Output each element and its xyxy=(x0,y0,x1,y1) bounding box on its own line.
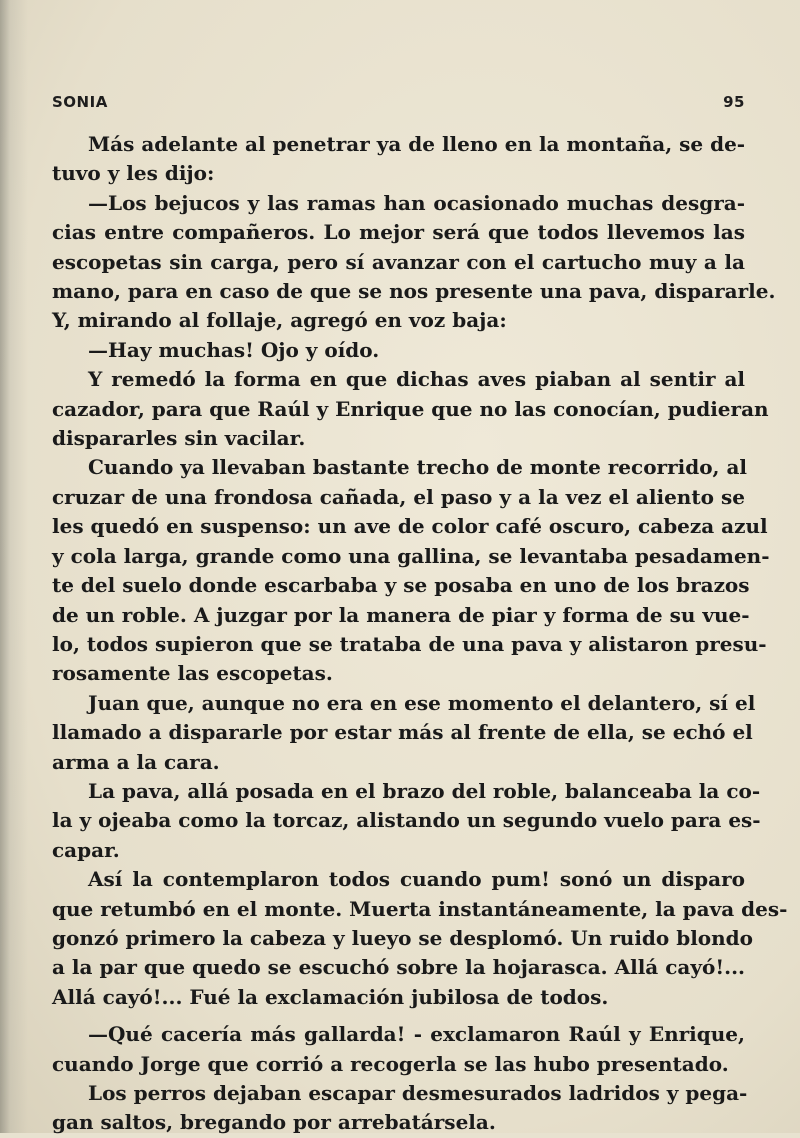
text-line: capar. xyxy=(52,837,120,862)
page-number: 95 xyxy=(723,93,745,111)
text-line: Y remedó la forma en que dichas aves piaban al sentir al xyxy=(88,367,745,392)
text-line: escopetas sin carga, pero sí avanzar con el cartucho muy a la xyxy=(52,249,745,274)
text-line: —Los bejucos y las ramas han ocasionado muchas desgra- xyxy=(88,190,745,215)
text-line: te del suelo donde escarbaba y se posaba en uno de los brazos xyxy=(52,573,750,598)
text-line: Allá cayó!... Fué la exclamación jubilosa de todos. xyxy=(52,984,609,1009)
text-line: —Qué cacería más gallarda! - exclamaron Raúl y Enrique, xyxy=(88,1022,745,1047)
text-line: a la par que quedo se escuchó sobre la hojarasca. Allá cayó!... xyxy=(52,955,745,980)
text-line: cruzar de una frondosa cañada, el paso y a la vez el aliento se xyxy=(52,484,745,509)
text-line: la y ojeaba como la torcaz, alistando un segundo vuelo para es- xyxy=(52,808,761,833)
text-line: cias entre compañeros. Lo mejor será que todos llevemos las xyxy=(52,220,745,245)
text-line: llamado a dispararle por estar más al frente de ella, se echó el xyxy=(52,720,753,745)
page-header xyxy=(52,93,745,115)
text-line: mano, para en caso de que se nos presente una pava, dispararle. xyxy=(52,279,776,304)
text-line: les quedó en suspenso: un ave de color café oscuro, cabeza azul xyxy=(52,514,768,539)
text-line: gan saltos, bregando por arrebatársela. xyxy=(52,1110,496,1135)
text-line: —Hay muchas! Ojo y oído. xyxy=(88,337,380,362)
running-head: SONIA xyxy=(52,93,108,111)
text-line: Y, mirando al follaje, agregó en voz baja: xyxy=(52,308,507,333)
text-line: Más adelante al penetrar ya de lleno en la montaña, se de- xyxy=(88,132,746,156)
text-line: cazador, para que Raúl y Enrique que no las conocían, pudieran xyxy=(52,396,769,421)
text-line: La pava, allá posada en el brazo del roble, balanceaba la co- xyxy=(88,778,761,803)
text-line: cuando Jorge que corrió a recogerla se las hubo presentado. xyxy=(52,1051,729,1076)
text-line: rosamente las escopetas. xyxy=(52,661,333,686)
text-line: que retumbó en el monte. Muerta instantáneamente, la pava des- xyxy=(52,896,788,921)
text-line: Cuando ya llevaban bastante trecho de monte recorrido, al xyxy=(88,455,748,480)
text-line: Así la contemplaron todos cuando pum! sonó un disparo xyxy=(88,867,745,892)
text-line: gonzó primero la cabeza y lueyo se desplomó. Un ruido blondo xyxy=(52,925,753,950)
text-line: Los perros dejaban escapar desmesurados ladridos y pega- xyxy=(88,1081,748,1105)
text-line: lo, todos supieron que se trataba de una pava y alistaron presu- xyxy=(52,631,767,656)
text-line: y cola larga, grande como una gallina, se levantaba pesadamen- xyxy=(52,543,770,568)
text-line: tuvo y les dijo: xyxy=(52,161,215,186)
text-line: dispararles sin vacilar. xyxy=(52,426,306,451)
text-line: de un roble. A juzgar por la manera de piar y forma de su vue- xyxy=(52,602,750,627)
text-line: arma a la cara. xyxy=(52,749,220,774)
text-line: Juan que, aunque no era en ese momento el delantero, sí el xyxy=(88,690,756,715)
body-text xyxy=(52,130,788,1138)
